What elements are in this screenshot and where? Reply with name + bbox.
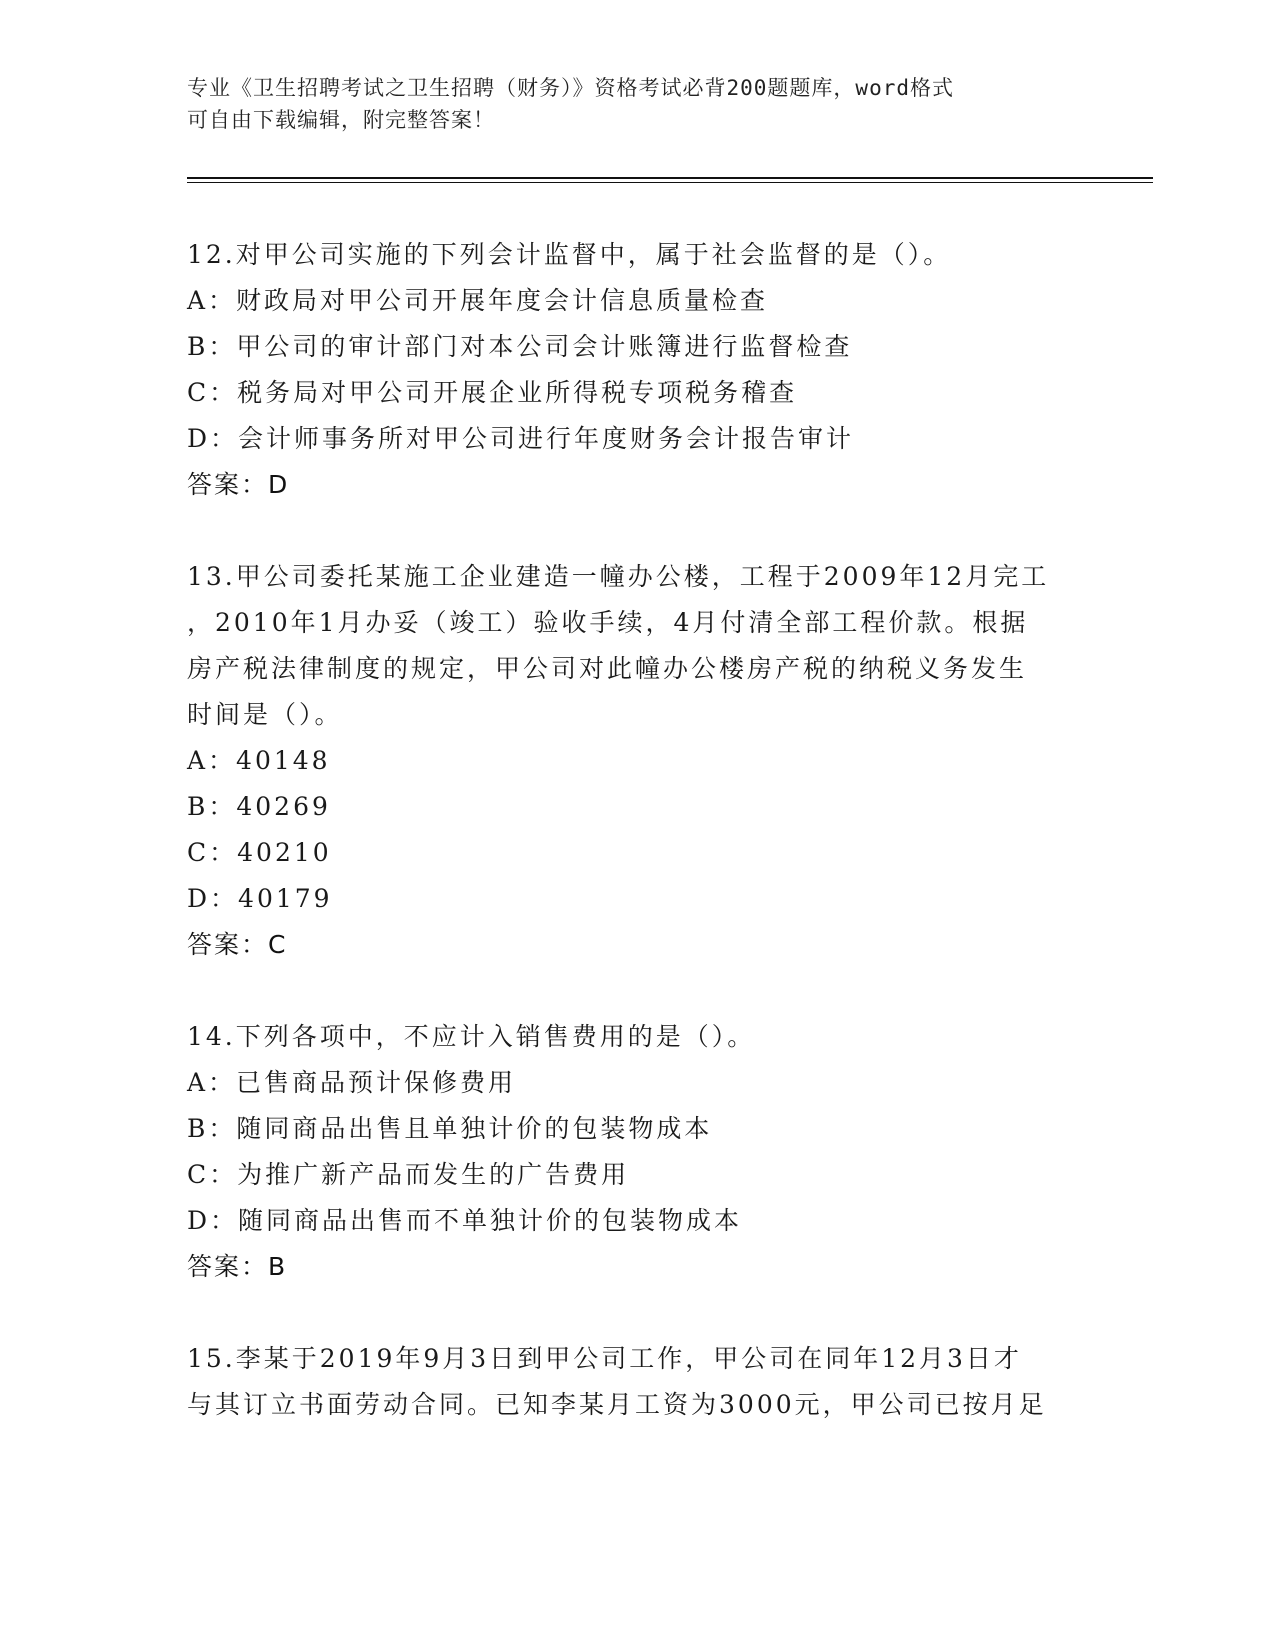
question-14 xyxy=(187,1014,1087,1290)
document-header xyxy=(187,72,1067,136)
question-text: ，2010年1月办妥（竣工）验收手续，4月付清全部工程价款。根据 xyxy=(187,608,1029,637)
option-c: C：为推广新产品而发生的广告费用 xyxy=(187,1160,630,1189)
option-d: D：40179 xyxy=(187,884,333,913)
question-text: 12.对甲公司实施的下列会计监督中，属于社会监督的是（）。 xyxy=(187,240,952,269)
question-text: 14.下列各项中，不应计入销售费用的是（）。 xyxy=(187,1022,756,1051)
question-text: 房产税法律制度的规定，甲公司对此幢办公楼房产税的纳税义务发生 xyxy=(187,654,1028,683)
option-a: A：40148 xyxy=(187,746,331,775)
question-12 xyxy=(187,232,1087,508)
answer: 答案：B xyxy=(187,1252,288,1281)
question-text: 13.甲公司委托某施工企业建造一幢办公楼，工程于2009年12月完工 xyxy=(187,562,1050,591)
option-b: B：随同商品出售且单独计价的包装物成本 xyxy=(187,1114,713,1143)
option-d: D：会计师事务所对甲公司进行年度财务会计报告审计 xyxy=(187,424,855,453)
header-line-1: 专业《卫生招聘考试之卫生招聘（财务）》资格考试必背200题题库，word格式 xyxy=(187,76,954,100)
header-rule-thick xyxy=(187,177,1153,179)
question-text: 15.李某于2019年9月3日到甲公司工作，甲公司在同年12月3日才 xyxy=(187,1344,1022,1373)
option-b: B：40269 xyxy=(187,792,331,821)
option-c: C：40210 xyxy=(187,838,332,867)
header-line-2: 可自由下载编辑，附完整答案！ xyxy=(187,108,495,132)
question-15 xyxy=(187,1336,1087,1428)
answer: 答案：C xyxy=(187,930,288,959)
question-text: 与其订立书面劳动合同。已知李某月工资为3000元，甲公司已按月足 xyxy=(187,1390,1047,1419)
answer: 答案：D xyxy=(187,470,290,499)
header-rule-thin xyxy=(187,182,1153,183)
question-text: 时间是（）。 xyxy=(187,700,343,729)
option-b: B：甲公司的审计部门对本公司会计账簿进行监督检查 xyxy=(187,332,853,361)
option-c: C：税务局对甲公司开展企业所得税专项税务稽查 xyxy=(187,378,798,407)
option-a: A：已售商品预计保修费用 xyxy=(187,1068,517,1097)
option-a: A：财政局对甲公司开展年度会计信息质量检查 xyxy=(187,286,769,315)
question-13 xyxy=(187,554,1087,968)
option-d: D：随同商品出售而不单独计价的包装物成本 xyxy=(187,1206,743,1235)
question-list xyxy=(187,232,1087,1474)
